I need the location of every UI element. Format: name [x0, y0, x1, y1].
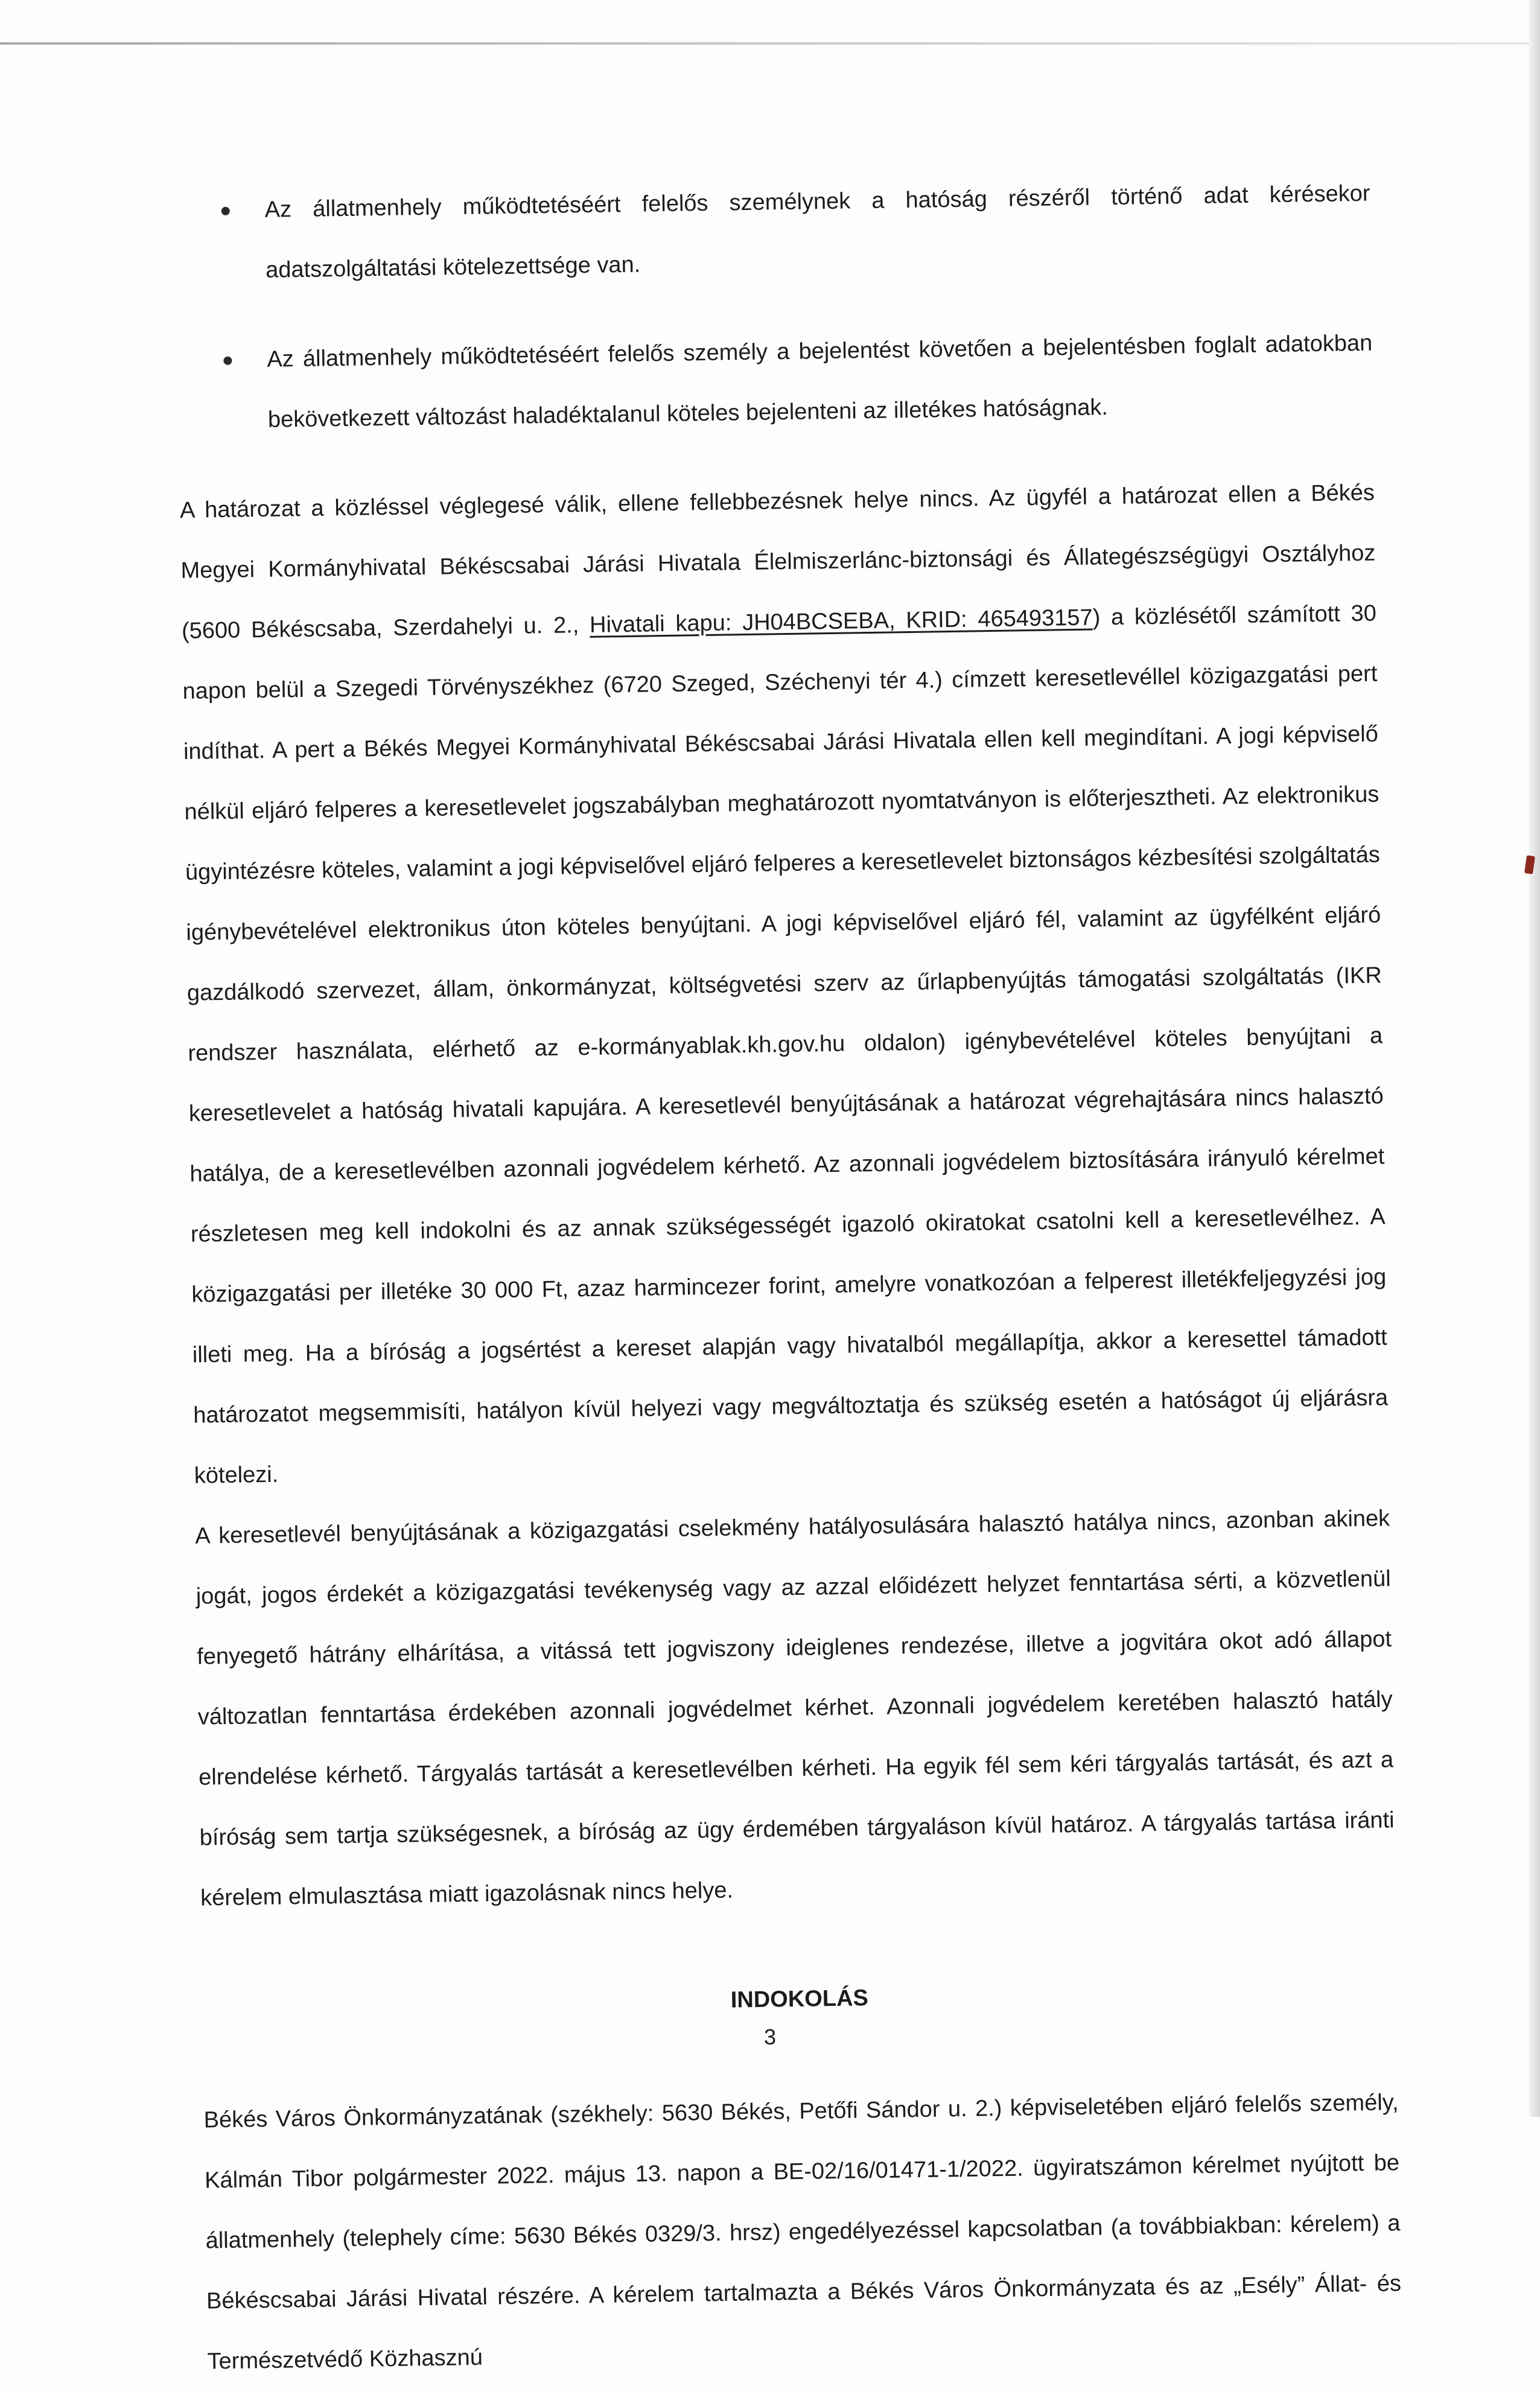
remedy-text-start: A határozat a közléssel véglegesé válik, ellene fellebbezésnek helye nincs. Az ügyfél a határozat ellen a Békés Megyei Kormányhivatal Békéscsabai Járási Hivatala Élelmiszerlánc-biztonsági és Állategészségügyi Osztályhoz (5600 Békéscsaba, Szerdahelyi u. 2.,: [179, 480, 1376, 644]
section-heading: INDOKOLÁS: [730, 1985, 869, 2013]
suspensive-effect-paragraph: A keresetlevél benyújtásának a közigazgatási cselekmény hatályosulására halasztó hatálya nincs, azonban akinek jogát, jogos érdekét a közigazgatási tevékenység vagy az azzal előidézett helyzet fenntartása sérti, a közvetlenül fenyegető hátrány elhárítása, a vitássá tett jogviszony ideiglenes rendezése, illetve a jogvitára okot adó állapot változatlan fenntartása érdekében azonnali jogvédelmet kérhet. Azonnali jogvédelem keretében halasztó hatály elrendelése kérhető. Tárgyalás tartását a keresetlevélben kérheti. Ha egyik fél sem kéri tárgyalás tartását, és azt a bíróság sem tartja szükségesnek, a bíróság az ügy érdemében tárgyaláson kívül határoz. A tárgyalás tartása iránti kérelem elmulasztása miatt igazolásnak nincs helye.: [195, 1506, 1395, 1911]
bullet-list: [175, 164, 1373, 451]
bullet-item: [177, 313, 1374, 451]
bullet-dot-icon: [223, 357, 232, 365]
page-number: 3: [763, 2025, 777, 2049]
bullet-text: Az állatmenhely működtetéséért felelős személynek a hatóság részéről történő adat kérésekor adatszolgáltatási kötelezettsége van.: [264, 180, 1370, 283]
scan-edge-top: [0, 42, 1540, 45]
bullet-text: Az állatmenhely működtetéséért felelős személy a bejelentést követően a bejelentésben foglalt adatokban bekövetkezett változást haladéktalanul köteles bejelenteni az illetékes hatóságnak.: [267, 330, 1373, 433]
bullet-dot-icon: [221, 207, 230, 215]
scan-edge-right: [1529, 0, 1540, 2117]
remedy-paragraph: [179, 463, 1389, 1506]
reasoning-paragraph: Békés Város Önkormányzatának (székhely: 5630 Békés, Petőfi Sándor u. 2.) képviseletében eljáró felelős személy, Kálmán Tibor polgármester 2022. május 13. napon a BE-02/16/01471-1/2022. ügyiratszámon kérelmet nyújtott be állatmenhely (telephely címe: 5630 Békés 0329/3. hrsz) engedélyezéssel kapcsolatban (a továbbiakban: kérelem) a Békéscsabai Járási Hivatal részére. A kérelem tartalmazta a Békés Város Önkormányzata és az „Esély” Állat- és Természetvédő Közhasznú: [203, 2090, 1402, 2375]
bullet-item: [175, 164, 1372, 302]
document-body: [175, 164, 1402, 2392]
office-gateway-reference: Hivatali kapu: JH04BCSEBA, KRID: 465493157: [589, 605, 1093, 638]
remedy-text-end: ) a közlésétől számított 30 napon belül a Szegedi Törvényszékhez (6720 Szeged, Széchenyi tér 4.) címzett keresetlevéllel közigazgatási pert indíthat. A pert a Békés Megyei Kormányhivatal Békéscsabai Járási Hivatala ellen kell megindítani. A jogi képviselő nélkül eljáró felperes a keresetlevelet jogszabályban meghatározott nyomtatványon is előterjesztheti. Az elektronikus ügyintézésre köteles, valamint a jogi képviselővel eljáró felperes a keresetlevelet biztonságos kézbesítési szolgáltatás igénybevételével elektronikus úton köteles benyújtani. A jogi képviselővel eljáró fél, valamint az ügyfélként eljáró gazdálkodó szervezet, állam, önkormányzat, költségvetési szerv az űrlapbenyújtás támogatási szolgáltatás (IKR rendszer használata, elérhető az e-kormányablak.kh.gov.hu oldalon) igénybevételével köteles benyújtani a keresetlevelet a hatóság hivatali kapujára. A keresetlevél benyújtásának a határozat végrehajtására nincs halasztó hatálya, de a keresetlevélben azonnali jogvédelem kérhető. Az azonnali jogvédelem biztosítására irányuló kérelmet részletesen meg kell indokolni és az annak szükségességét igazoló okiratokat csatolni kell a keresetlevélhez. A közigazgatási per illetéke 30 000 Ft, azaz harmincezer forint, amelyre vonatkozóan a felperest illetékfeljegyzési jog illeti meg. Ha a bíróság a jogsértést a kereset alapján vagy hivatalból megállapítja, akkor a keresettel támadott határozatot megsemmisíti, hatályon kívül helyezi vagy megváltoztatja és szükség esetén a hatóságot új eljárásra kötelezi.: [182, 600, 1389, 1489]
